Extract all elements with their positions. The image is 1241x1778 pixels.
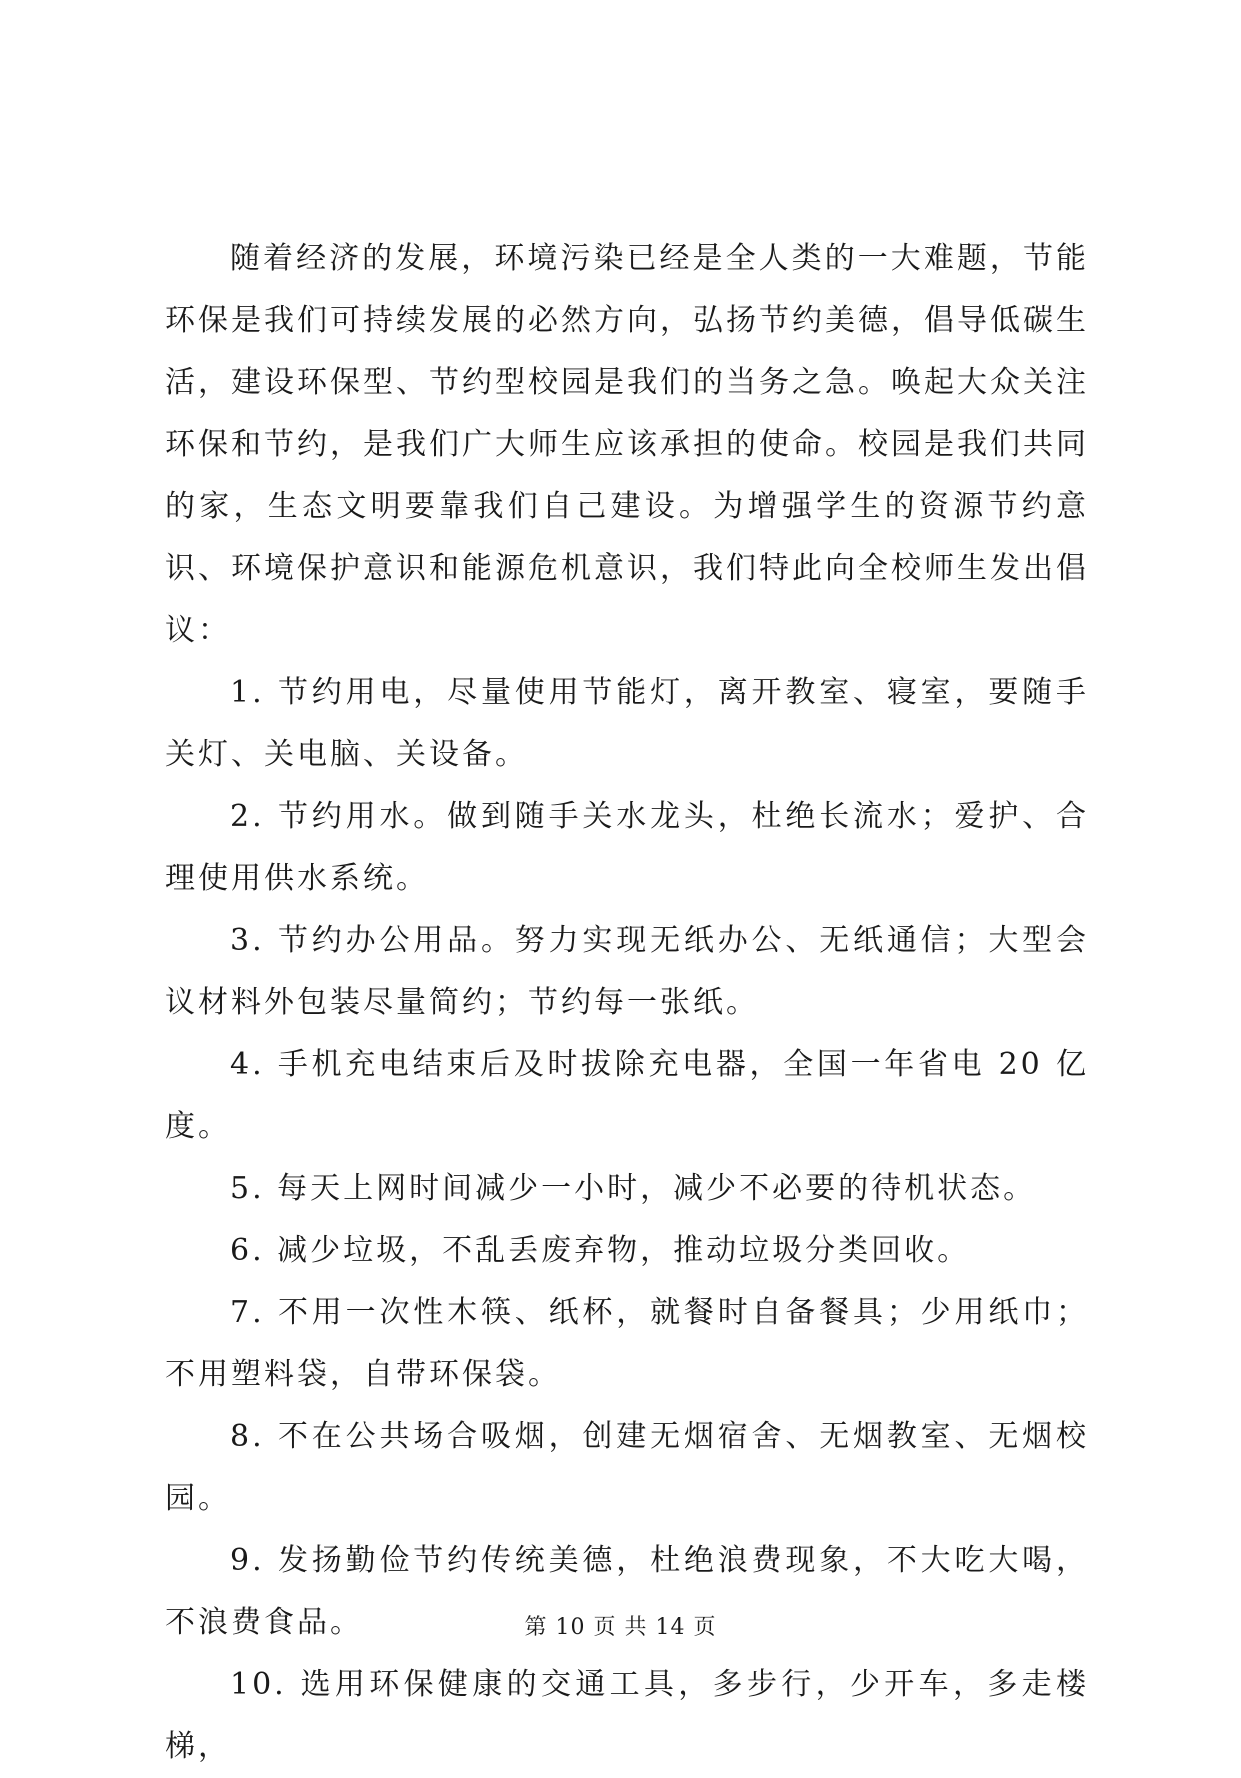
list-item-8: 8. 不在公共场合吸烟，创建无烟宿舍、无烟教室、无烟校园。 xyxy=(165,1419,1089,1516)
list-item-10: 10. 选用环保健康的交通工具，多步行，少开车，多走楼梯， xyxy=(165,1667,1089,1764)
list-item-1: 1. 节约用电，尽量使用节能灯，离开教室、寝室，要随手关灯、关电脑、关设备。 xyxy=(165,675,1089,772)
body-text xyxy=(165,228,1089,1778)
list-item-3: 3. 节约办公用品。努力实现无纸办公、无纸通信；大型会议材料外包装尽量简约；节约每一张纸。 xyxy=(165,923,1089,1020)
list-item-5: 5. 每天上网时间减少一小时，减少不必要的待机状态。 xyxy=(230,1171,1037,1206)
list-item-9: 9. 发扬勤俭节约传统美德，杜绝浪费现象，不大吃大喝，不浪费食品。 xyxy=(165,1543,1089,1640)
list-item-4: 4. 手机充电结束后及时拔除充电器，全国一年省电 20 亿度。 xyxy=(165,1047,1089,1144)
intro-paragraph: 随着经济的发展，环境污染已经是全人类的一大难题，节能环保是我们可持续发展的必然方向，弘扬节约美德，倡导低碳生活，建设环保型、节约型校园是我们的当务之急。唤起大众关注环保和节约，是我们广大师生应该承担的使命。校园是我们共同的家，生态文明要靠我们自己建设。为增强学生的资源节约意识、环境保护意识和能源危机意识，我们特此向全校师生发出倡议： xyxy=(165,241,1089,648)
list-item-7: 7. 不用一次性木筷、纸杯，就餐时自备餐具；少用纸巾；不用塑料袋，自带环保袋。 xyxy=(165,1295,1089,1392)
list-item-2: 2. 节约用水。做到随手关水龙头，杜绝长流水；爱护、合理使用供水系统。 xyxy=(165,799,1089,896)
page-number-footer: 第 10 页 共 14 页 xyxy=(524,1615,717,1640)
list-item-6: 6. 减少垃圾，不乱丢废弃物，推动垃圾分类回收。 xyxy=(230,1233,971,1268)
